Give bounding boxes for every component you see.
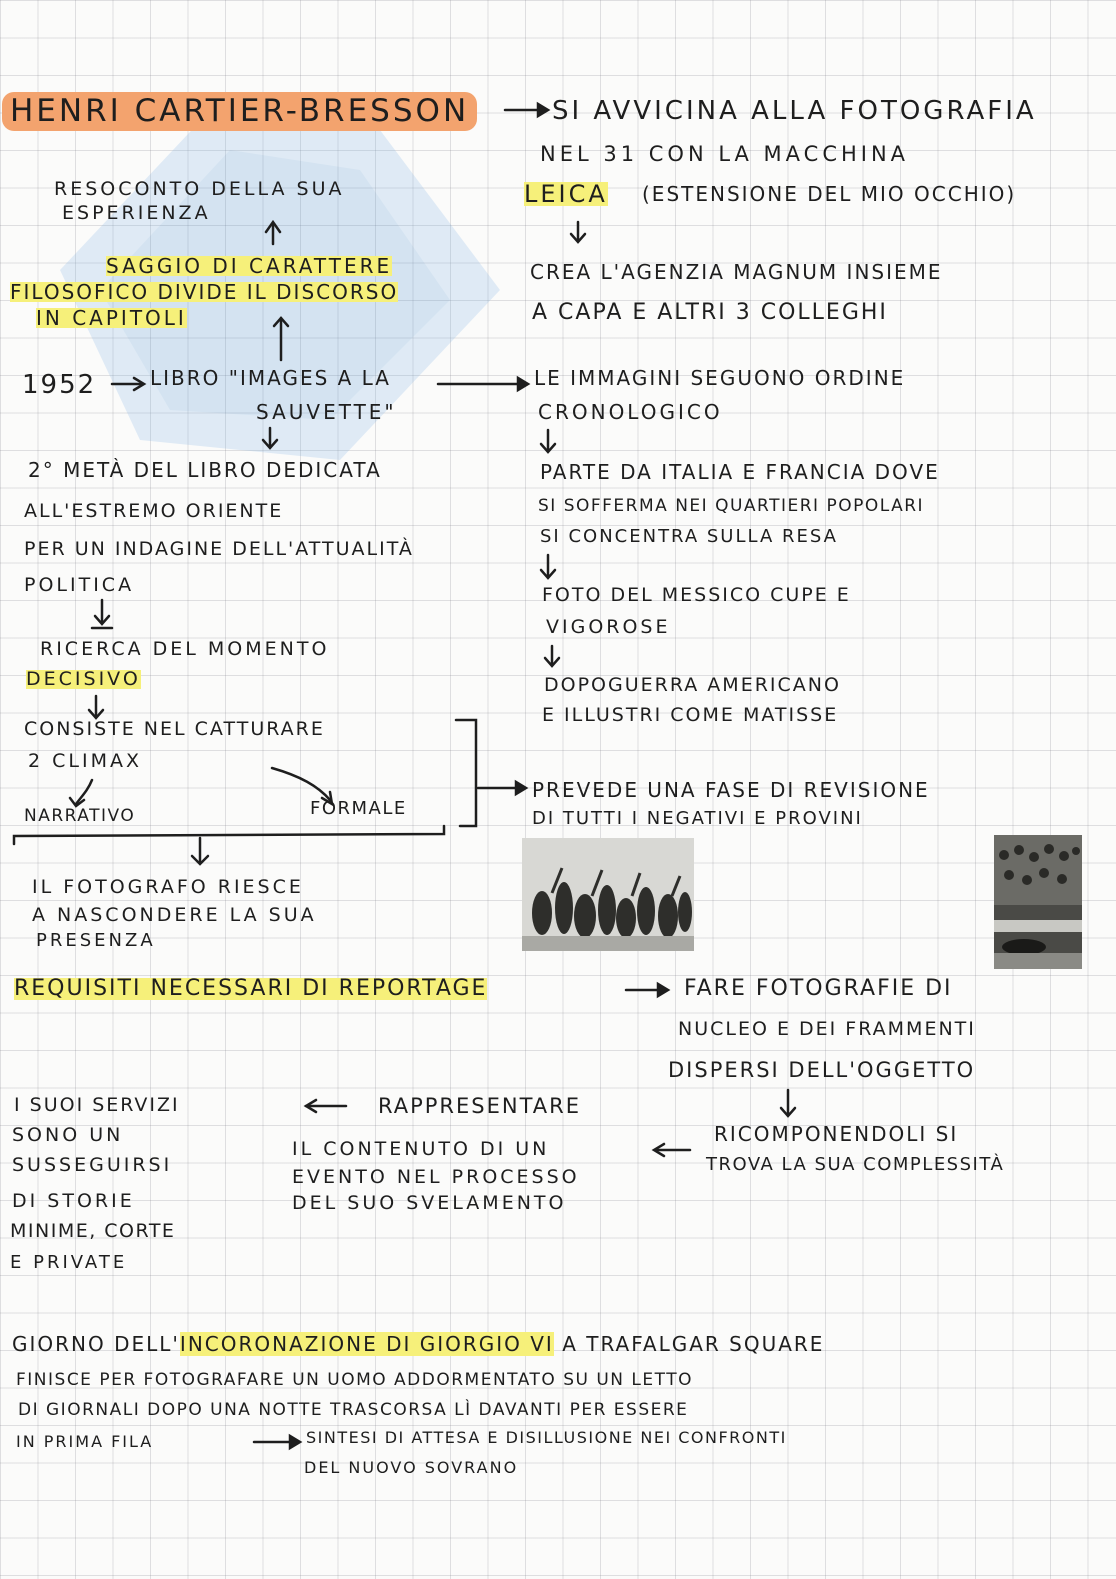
fare-line-3: DISPERSI DELL'OGGETTO <box>668 1058 976 1082</box>
giorno-part-b: INCORONAZIONE DI GIORGIO VI <box>179 1332 554 1356</box>
sovrano-line: DEL NUOVO SOVRANO <box>304 1458 519 1477</box>
meta-line-2: ALL'ESTREMO ORIENTE <box>24 500 284 522</box>
sintesi-line: SINTESI DI ATTESA E DISILLUSIONE NEI CONFRONTI <box>306 1428 787 1447</box>
prevede-line-2: DI TUTTI I NEGATIVI E PROVINI <box>532 808 863 829</box>
fotografo-line-2: A NASCONDERE LA SUA <box>32 904 317 926</box>
fare-line-2: NUCLEO E DEI FRAMMENTI <box>678 1018 976 1040</box>
contenuto-line-2: EVENTO NEL PROCESSO <box>292 1166 580 1188</box>
suoi-line-6: E PRIVATE <box>10 1252 128 1273</box>
crea-line-2: A CAPA E ALTRI 3 COLLEGHI <box>532 300 888 325</box>
crea-line-1: CREA L'AGENZIA MAGNUM INSIEME <box>530 260 943 284</box>
parte-line-1: PARTE DA ITALIA E FRANCIA DOVE <box>540 460 940 484</box>
parte-line-3: SI CONCENTRA SULLA RESA <box>540 526 838 547</box>
contenuto-line-3: DEL SUO SVELAMENTO <box>292 1192 567 1214</box>
leica-note: (ESTENSIONE DEL MIO OCCHIO) <box>642 182 1017 206</box>
immagini-line-1: LE IMMAGINI SEGUONO ORDINE <box>534 366 906 390</box>
meta-line-4: POLITICA <box>24 574 135 596</box>
ricerca-line-2: DECISIVO <box>26 668 141 690</box>
narrativo-label: NARRATIVO <box>24 806 136 826</box>
consiste-line: CONSISTE NEL CATTURARE <box>24 718 325 740</box>
dopoguerra-line-2: E ILLUSTRI COME MATISSE <box>542 704 839 726</box>
leica-label: LEICA <box>524 180 608 208</box>
suoi-line-1: I SUOI SERVIZI <box>14 1094 180 1116</box>
suoi-line-3: SUSSEGUIRSI <box>12 1154 173 1176</box>
meta-line-1: 2° METÀ DEL LIBRO DEDICATA <box>28 458 382 482</box>
giorno-line <box>12 1334 824 1354</box>
finisce-line: FINISCE PER FOTOGRAFARE UN UOMO ADDORMENTATO SU UN LETTO <box>16 1370 693 1390</box>
page-title: HENRI CARTIER-BRESSON <box>2 92 477 131</box>
immagini-line-2: CRONOLOGICO <box>538 400 723 424</box>
climax-label: 2 CLIMAX <box>28 750 142 772</box>
requisiti-heading: REQUISITI NECESSARI DI REPORTAGE <box>14 976 488 1001</box>
intro-line-2: NEL 31 CON LA MACCHINA <box>540 142 910 166</box>
parte-line-2: SI SOFFERMA NEI QUARTIERI POPOLARI <box>538 496 925 516</box>
giorno-part-c: A TRAFALGAR SQUARE <box>553 1332 825 1356</box>
saggio-line-2: FILOSOFICO DIVIDE IL DISCORSO <box>10 280 399 304</box>
ricerca-line-1: RICERCA DEL MOMENTO <box>40 638 330 660</box>
saggio-line-1: SAGGIO DI CARATTERE <box>106 254 393 278</box>
suoi-line-2: SONO UN <box>12 1124 124 1146</box>
resoconto-line-1: RESOCONTO DELLA SUA <box>54 178 345 200</box>
fotografo-line-1: IL FOTOGRAFO RIESCE <box>32 876 304 898</box>
giorno-part-a: GIORNO DELL' <box>12 1332 180 1356</box>
suoi-line-4: DI STORIE <box>12 1190 135 1212</box>
intro-line-1: SI AVVICINA ALLA FOTOGRAFIA <box>552 96 1037 126</box>
rappresentare-label: RAPPRESENTARE <box>378 1094 582 1118</box>
fotografo-line-3: PRESENZA <box>36 930 156 951</box>
resoconto-line-2: ESPERIENZA <box>62 202 211 224</box>
prima-fila-label: IN PRIMA FILA <box>16 1432 154 1451</box>
saggio-line-3: IN CAPITOLI <box>36 306 187 330</box>
formale-label: FORMALE <box>310 798 407 819</box>
fare-line-1: FARE FOTOGRAFIE DI <box>684 976 953 1001</box>
messico-line-2: VIGOROSE <box>546 616 671 638</box>
libro-line-1: LIBRO "IMAGES A LA <box>150 366 391 390</box>
ricomp-line-2: TROVA LA SUA COMPLESSITÀ <box>706 1154 1005 1175</box>
libro-line-2: SAUVETTE" <box>256 400 397 424</box>
ricomp-line-1: RICOMPONENDOLI SI <box>714 1122 959 1146</box>
prevede-line-1: PREVEDE UNA FASE DI REVISIONE <box>532 778 930 802</box>
messico-line-1: FOTO DEL MESSICO CUPE E <box>542 584 851 606</box>
dopoguerra-line-1: DOPOGUERRA AMERICANO <box>544 674 841 696</box>
meta-line-3: PER UN INDAGINE DELL'ATTUALITÀ <box>24 538 414 560</box>
suoi-line-5: MINIME, CORTE <box>10 1220 176 1242</box>
contenuto-line-1: IL CONTENUTO DI UN <box>292 1138 550 1160</box>
year-1952: 1952 <box>22 370 97 400</box>
giornali-line: DI GIORNALI DOPO UNA NOTTE TRASCORSA LÌ DAVANTI PER ESSERE <box>18 1400 689 1420</box>
